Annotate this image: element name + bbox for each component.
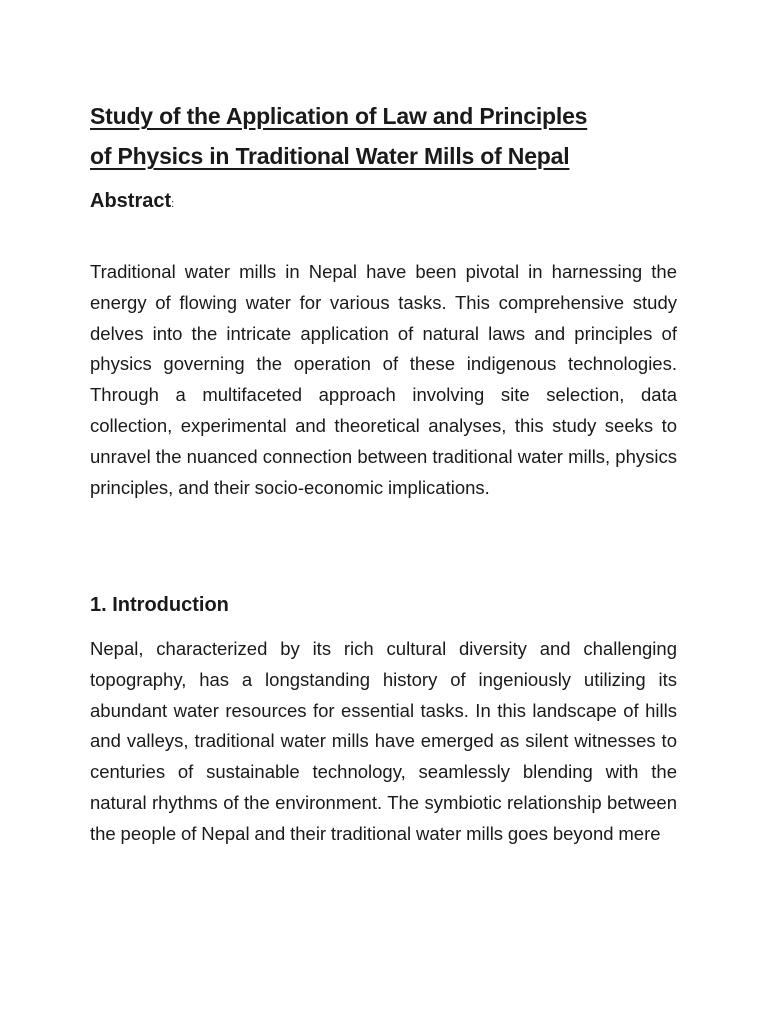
introduction-heading: 1. Introduction — [90, 594, 229, 616]
document-title-line-1: Study of the Application of Law and Principles — [90, 103, 588, 129]
introduction-paragraph: Nepal, characterized by its rich cultural diversity and challenging topography, has a longstanding history of ingeniously utilizing its abundant water resources for essential tasks. In this landscape of hills and valleys, traditional water mills have emerged as silent witnesses to centuries of sustainable technology, seamlessly blending with the natural rhythms of the environment. The symbiotic relationship between the people of Nepal and their traditional water mills goes beyond mere — [90, 638, 677, 844]
abstract-heading-colon: : — [171, 198, 175, 210]
abstract-paragraph: Traditional water mills in Nepal have been pivotal in harnessing the energy of flowing water for various tasks. This comprehensive study delves into the intricate application of natural laws and principles of physics governing the operation of these indigenous technologies. Through a multifaceted approach involving site selection, data collection, experimental and theoretical analyses, this study seeks to unravel the nuanced connection between traditional water mills, physics principles, and their socio-economic implications. — [90, 261, 677, 498]
document-title — [90, 96, 690, 176]
document-page — [90, 0, 677, 1024]
abstract-heading — [90, 186, 174, 219]
abstract-heading-label: Abstract — [90, 190, 172, 212]
document-title-line-2: of Physics in Traditional Water Mills of Nepal — [90, 143, 570, 169]
